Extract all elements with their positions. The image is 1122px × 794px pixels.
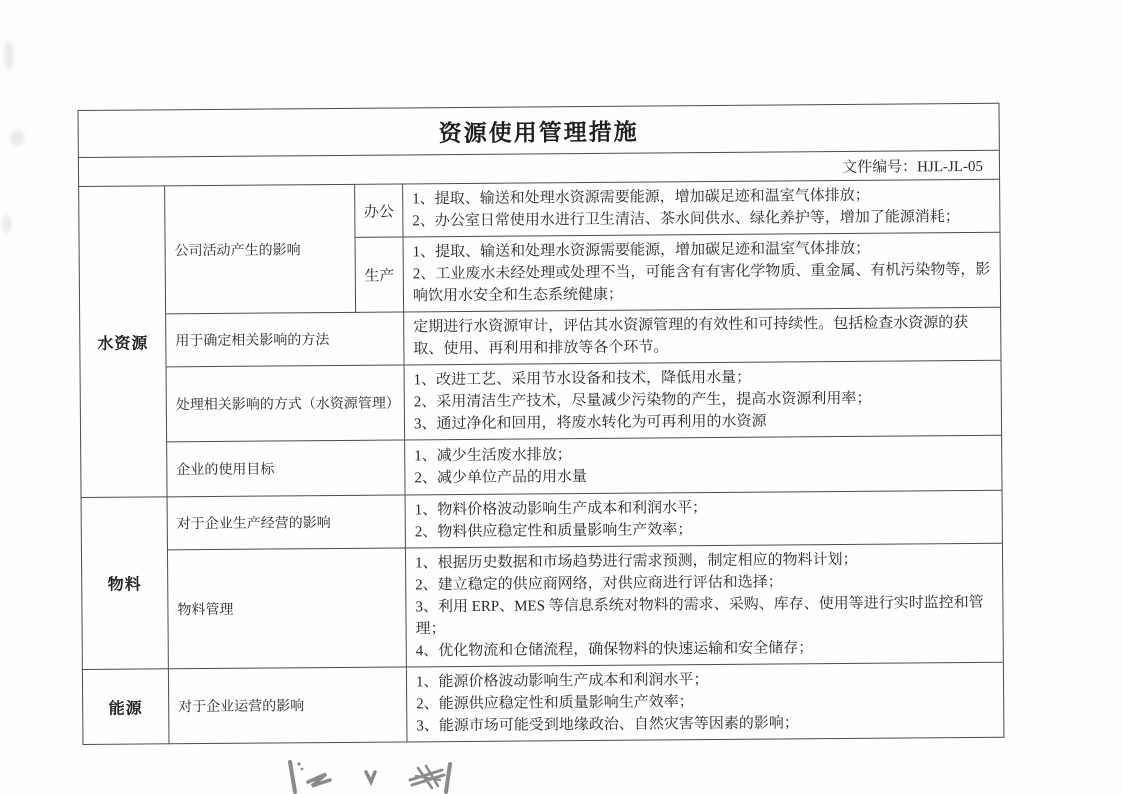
cell-usage-target [405, 435, 1002, 495]
document-number: 文件编号：HJL-JL-05 [842, 158, 984, 176]
content-line: 4、优化物流和仓储流程，确保物料的快速运输和安全储存； [415, 640, 814, 660]
scan-smudge [2, 215, 11, 233]
cell-production-impact [403, 232, 1001, 312]
document-sheet [78, 103, 1004, 745]
table-row [80, 307, 1001, 367]
scan-smudge [4, 40, 14, 70]
content-line: 3、能源市场可能受到地缘政治、自然灾害等因素的影响； [416, 715, 799, 735]
document-title: 资源使用管理措施 [438, 119, 639, 146]
content-line: 2、减少单位产品的用水量 [414, 469, 587, 487]
content-line: 定期进行水资源审计，评估其水资源管理的有效性和可持续性。包括检查水资源的获取、使用、再利用和排放等各个环节。 [413, 315, 969, 358]
sub-label-production: 生产 [355, 237, 404, 312]
handwriting-artifact [282, 748, 458, 794]
row-label-energy-impact: 对于企业运营的影响 [168, 667, 407, 744]
cell-material-impact [405, 490, 1002, 548]
content-line: 1、提取、输送和处理水资源需要能源，增加碳足迹和温室气体排放； [412, 240, 871, 261]
table-row [81, 543, 1003, 669]
sub-label-office: 办公 [355, 184, 403, 237]
row-label-usage-target: 企业的使用目标 [167, 440, 405, 497]
row-label-material-management: 物料管理 [167, 548, 406, 669]
content-line: 1、能源价格波动影响生产成本和利润水平； [415, 672, 709, 691]
table-row [79, 179, 1000, 239]
category-material: 物料 [81, 497, 168, 670]
content-line: 1、物料价格波动影响生产成本和利润水平； [414, 500, 708, 519]
resource-management-table [78, 103, 1005, 745]
cell-office-impact [403, 179, 1000, 237]
content-line: 2、工业废水未经处理或处理不当，可能含有有害化学物质、重金属、有机污染物等，影响饮用水安全和生态系统健康； [412, 261, 991, 305]
content-line: 2、物料供应稳定性和质量影响生产效率； [414, 522, 693, 541]
cell-energy-impact [406, 662, 1004, 742]
content-line: 1、根据历史数据和市场趋势进行需求预测，制定相应的物料计划； [415, 551, 858, 572]
cell-material-management [405, 543, 1003, 667]
row-label-material-impact: 对于企业生产经营的影响 [167, 495, 405, 550]
content-line: 2、能源供应稳定性和质量影响生产效率； [416, 694, 694, 713]
content-line: 3、通过净化和回用，将废水转化为可再利用的水资源 [413, 413, 767, 433]
cell-method [404, 307, 1001, 365]
scan-smudge [10, 130, 24, 146]
row-label-handling: 处理相关影响的方式（水资源管理） [166, 365, 405, 442]
table-row [81, 435, 1002, 497]
cell-handling [404, 360, 1002, 440]
table-row [80, 360, 1002, 442]
table-row [81, 490, 1002, 550]
content-line: 2、办公室日常使用水进行卫生清洁、茶水间供水、绿化养护等，增加了能源消耗； [412, 209, 960, 230]
content-line: 1、减少生活废水排放； [414, 447, 572, 465]
row-label-company-activity-impact: 公司活动产生的影响 [165, 184, 356, 313]
category-water: 水资源 [79, 186, 167, 498]
content-line: 3、利用 ERP、MES 等信息系统对物料的需求、采购、库存、使用等进行实时监控和管理； [415, 594, 984, 638]
category-energy: 能源 [82, 669, 169, 745]
content-line: 1、改进工艺、采用节水设备和技术，降低用水量； [413, 369, 752, 389]
content-line: 2、建立稳定的供应商网络，对供应商进行评估和选择； [415, 574, 783, 594]
title-row [78, 103, 999, 157]
row-label-method: 用于确定相关影响的方法 [166, 312, 404, 367]
content-line: 1、提取、输送和处理水资源需要能源，增加碳足迹和温室气体排放； [412, 187, 870, 208]
table-row [82, 662, 1004, 744]
content-line: 2、采用清洁生产技术，尽量减少污染物的产生，提高水资源利用率； [413, 390, 872, 411]
